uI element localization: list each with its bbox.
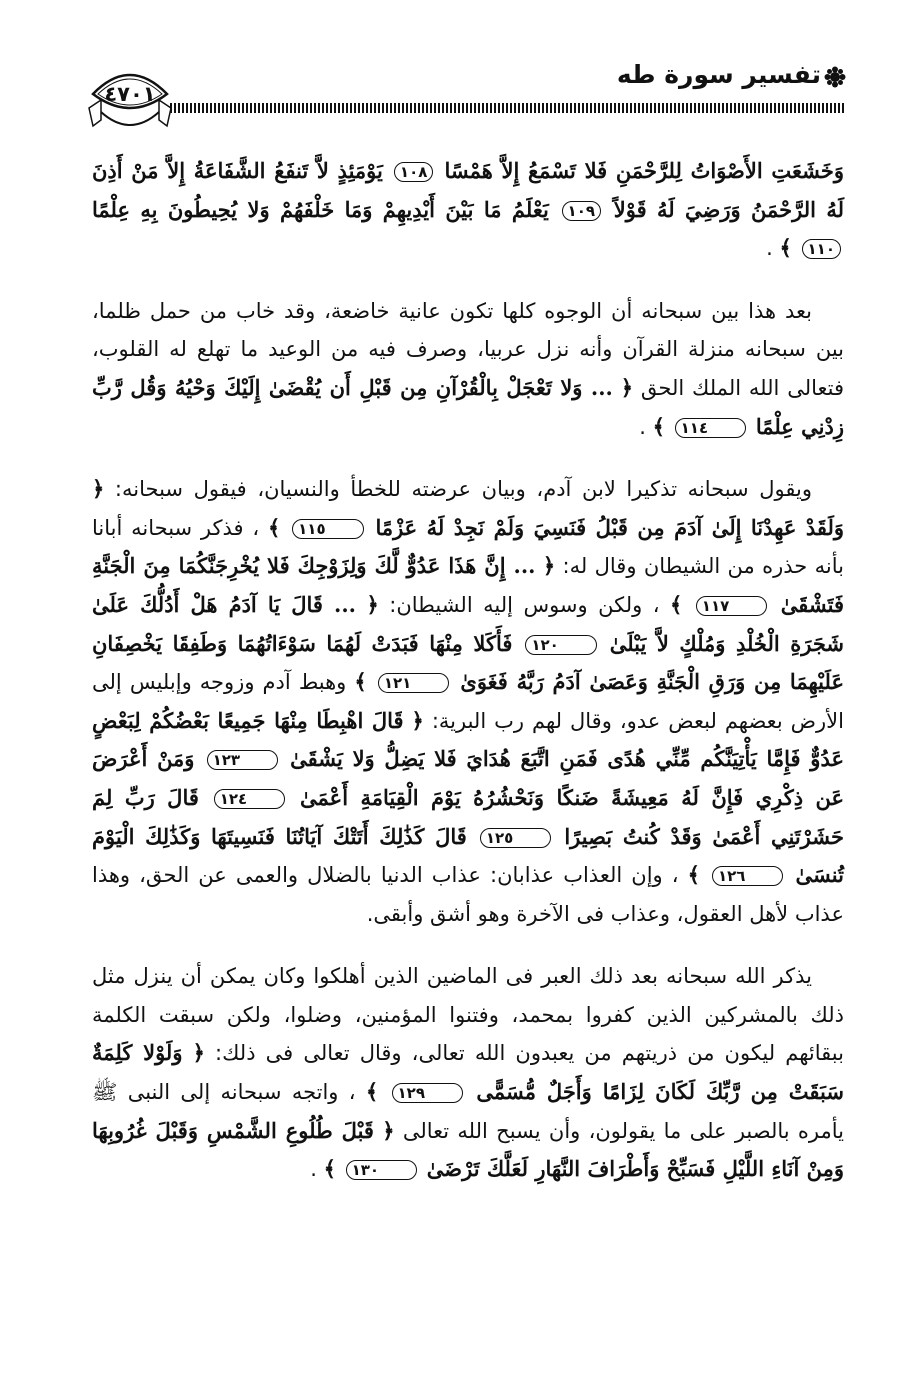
- quran-verse: قَالَ رَبِّ لِمَ حَشَرْتَنِي أَعْمَىٰ وَقَدْ كُنتُ بَصِيرًا: [92, 784, 844, 849]
- ornate-bracket: ﴾: [652, 414, 665, 439]
- verse-number: ١٢٤: [214, 789, 285, 809]
- commentary-text: .: [766, 236, 773, 261]
- verse-number: ١٢٦: [712, 866, 783, 886]
- quran-verse: ... قَالَ يَا آدَمُ هَلْ أَدُلُّكَ عَلَىٰ شَجَرَةِ الْخُلْدِ وَمُلْكٍ لاَّ يَبْلَىٰ: [92, 591, 844, 656]
- verse-number: ١٢٩: [392, 1083, 463, 1103]
- quran-verse: يَعْلَمُ مَا بَيْنَ أَيْدِيهِمْ وَمَا خَلْفَهُمْ وَلا يُحِيطُونَ بِهِ عِلْمًا: [92, 196, 549, 222]
- verse-number: ١٠٩: [562, 201, 601, 221]
- commentary-text: وهبط آدم وزوجه وإبليس إلى الأرض بعضهم لبعض عدو، وقال لهم رب البرية:: [92, 670, 844, 733]
- page-body: [92, 152, 844, 1213]
- ornate-bracket: ﴾: [365, 1080, 379, 1105]
- quran-verse: قَالَ اهْبِطَا مِنْهَا جَمِيعًا بَعْضُكُمْ لِبَعْضٍ عَدُوٌّ فَإِمَّا يَأْتِيَنَّكُم مِّنِّي هُدًى فَمَنِ اتَّبَعَ هُدَايَ فَلا يَضِلُّ وَلا يَشْقَىٰ: [92, 707, 844, 772]
- ornate-bracket: ﴿: [92, 477, 105, 502]
- verse-number: ١١٥: [292, 519, 363, 539]
- paragraph: [92, 292, 844, 446]
- quran-verse: فَأَكَلا مِنْهَا فَبَدَتْ لَهُمَا سَوْءَاتُهُمَا وَطَفِقَا يَخْصِفَانِ عَلَيْهِمَا مِن وَرَقِ الْجَنَّةِ وَعَصَىٰ آدَمُ رَبَّهُ فَغَوَىٰ: [92, 630, 844, 695]
- verse-number: ١١٤: [675, 418, 746, 438]
- paragraph: [92, 152, 844, 268]
- ornate-bracket: ﴾: [779, 236, 792, 261]
- quran-verse: وَلَقَدْ عَهِدْنَا إِلَىٰ آدَمَ مِن قَبْلُ فَنَسِيَ وَلَمْ نَجِدْ لَهُ عَزْمًا: [375, 514, 845, 540]
- ornate-bracket: ﴿: [542, 554, 556, 579]
- quran-verse: وَخَشَعَتِ الأَصْوَاتُ لِلرَّحْمَنِ فَلا تَسْمَعُ إِلاَّ هَمْسًا: [444, 158, 844, 183]
- commentary-text: .: [310, 1157, 317, 1182]
- verse-number: ١٢٥: [480, 828, 551, 848]
- commentary-text: ، ولكن وسوس إليه الشيطان:: [378, 592, 660, 617]
- paragraph: [92, 957, 844, 1189]
- ornate-bracket: ﴿: [411, 708, 424, 733]
- verse-number: ١٢٠: [525, 635, 596, 655]
- ornate-bracket: ﴾: [354, 670, 367, 695]
- paragraph: [92, 470, 844, 933]
- quran-verse: قَالَ كَذَٰلِكَ أَتَتْكَ آيَاتُنَا فَنَسِيتَهَا وَكَذَٰلِكَ الْيَوْمَ تُنسَىٰ: [92, 823, 844, 888]
- quran-verse: وَلَوْلا كَلِمَةٌ سَبَقَتْ مِن رَّبِّكَ لَكَانَ لِزَامًا وَأَجَلٌ مُّسَمًّى: [92, 1040, 844, 1105]
- quran-verse: وَمَنْ أَعْرَضَ عَن ذِكْرِي فَإِنَّ لَهُ مَعِيشَةً ضَنكًا وَنَحْشُرُهُ يَوْمَ الْقِيَامَةِ أَعْمَىٰ: [92, 746, 845, 810]
- commentary-text: ، فذكر سبحانه أبانا بأنه حذره من الشيطان وقال له:: [92, 515, 844, 579]
- quran-verse: ... وَلا تَعْجَلْ بِالْقُرْآنِ مِن قَبْلِ أَن يُقْضَىٰ إِلَيْكَ وَحْيُهُ وَقُل رَّبِّ زِدْنِي عِلْمًا: [92, 374, 844, 439]
- commentary-text: .: [639, 414, 646, 439]
- commentary-text: ويقول سبحانه تذكيرا لابن آدم، وبيان عرضته للخطأ والنسيان، فيقول سبحانه:: [104, 477, 812, 502]
- verse-number: ١٠٨: [394, 162, 433, 182]
- ornate-bracket: ﴿: [192, 1041, 205, 1066]
- flower-ornament-icon: [824, 66, 846, 88]
- quran-verse: يَوْمَئِذٍ لاَّ تَنفَعُ الشَّفَاعَةُ إِلاَّ مَنْ أَذِنَ لَهُ الرَّحْمَنُ وَرَضِيَ لَهُ قَوْلاً: [92, 158, 844, 222]
- ornate-bracket: ﴾: [670, 592, 683, 617]
- commentary-text: ، واتجه سبحانه إلى النبى ﷺ يأمره بالصبر على ما يقولون، وأن يسبح الله تعالى: [92, 1080, 844, 1143]
- ornate-bracket: ﴿: [382, 1118, 395, 1143]
- commentary-text: ، وإن العذاب عذابان: عذاب الدنيا بالضلال والعمى عن الحق، وهذا عذاب لأهل العقول، وعذاب فى الآخرة وهو أشق وأبقى.: [92, 863, 844, 926]
- ornate-bracket: ﴾: [687, 863, 700, 888]
- verse-number: ١١٧: [696, 596, 767, 616]
- page-number-badge: [85, 60, 175, 140]
- commentary-text: يذكر الله سبحانه بعد ذلك العبر فى الماضين الذين أهلكوا وكان يمكن أن ينزل مثل ذلك بالمشركين الذين كفروا بمحمد، وفتنوا المؤمنين، وضلوا، ولكن سبقت الكلمة ببقائهم ليكون من ذريتهم من يعبدون الله تعالى، وقال تعالى فى ذلك:: [92, 964, 844, 1066]
- page-header: [0, 0, 909, 150]
- header-rule: [170, 103, 846, 113]
- verse-number: ١٢١: [378, 673, 449, 693]
- ornate-bracket: ﴿: [620, 375, 634, 400]
- verse-number: ١٢٣: [207, 750, 278, 770]
- commentary-text: بعد هذا بين سبحانه أن الوجوه كلها تكون عانية خاضعة، وقد خاب من حمل ظلما، بين سبحانه منزلة القرآن وأنه نزل عربيا، وصرف فيه من الوعيد ما تهلع له القلوب، فتعالى الله الملك الحق: [92, 298, 845, 400]
- verse-number: ١٣٠: [346, 1160, 417, 1180]
- running-title: تفسير سورة طه: [616, 60, 821, 89]
- page-number: ٤٧٠١: [104, 82, 156, 106]
- ornate-bracket: ﴾: [323, 1157, 336, 1182]
- ornate-bracket: ﴾: [268, 515, 281, 540]
- ornate-bracket: ﴿: [366, 592, 379, 617]
- quran-verse: قَبْلَ طُلُوعِ الشَّمْسِ وَقَبْلَ غُرُوبِهَا وَمِنْ آنَاءِ اللَّيْلِ فَسَبِّحْ وَأَطْرَافَ النَّهَارِ لَعَلَّكَ تَرْضَىٰ: [92, 1117, 844, 1182]
- verse-number: ١١٠: [802, 239, 841, 259]
- quran-verse: ... إِنَّ هَذَا عَدُوٌّ لَّكَ وَلِزَوْجِكَ فَلا يُخْرِجَنَّكُمَا مِنَ الْجَنَّةِ فَتَشْقَىٰ: [92, 553, 844, 617]
